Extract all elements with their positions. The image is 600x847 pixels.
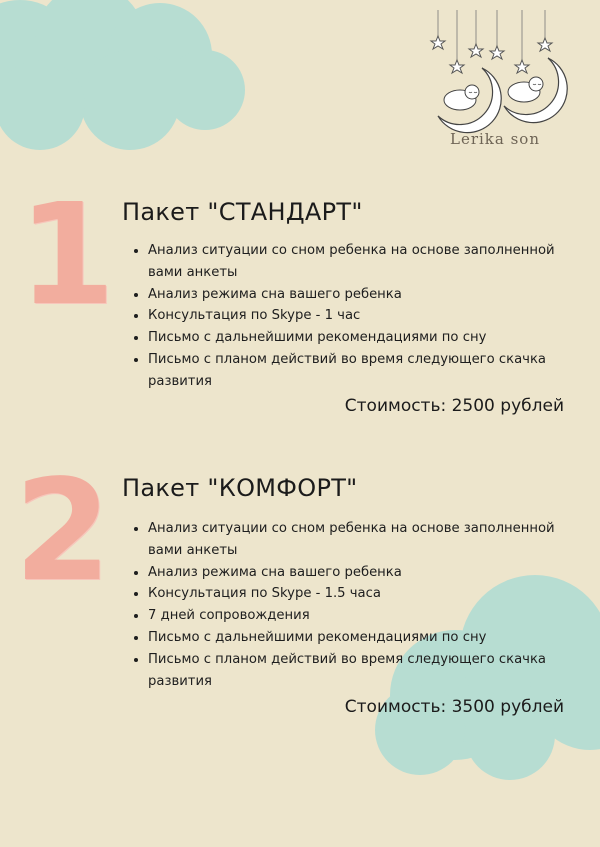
list-item: • Письмо с дальнейшими рекомендациями по сну bbox=[148, 327, 588, 349]
logo-text: Lerika son bbox=[450, 130, 540, 148]
list-item: • Консультация по Skype - 1 час bbox=[148, 305, 588, 327]
list-item: • Письмо с дальнейшими рекомендациями по сну bbox=[148, 627, 588, 649]
package-number-2: 2 bbox=[14, 450, 112, 613]
cloud-top-left bbox=[0, 0, 250, 160]
moon-icon-right bbox=[504, 58, 567, 123]
list-item: • Анализ ситуации со сном ребенка на основе заполненной вами анкеты bbox=[148, 240, 588, 284]
package-2-price: Стоимость: 3500 рублей bbox=[344, 697, 564, 717]
list-item: • Письмо с планом действий во время следующего скачка развития bbox=[148, 649, 588, 693]
list-item: • Анализ режима сна вашего ребенка bbox=[148, 284, 588, 306]
list-item: • Письмо с планом действий во время следующего скачка развития bbox=[148, 349, 588, 393]
star-icons bbox=[431, 36, 552, 73]
package-1-price: Стоимость: 2500 рублей bbox=[344, 396, 564, 416]
list-item: • Анализ ситуации со сном ребенка на основе заполненной вами анкеты bbox=[148, 518, 588, 562]
package-2-features bbox=[130, 518, 588, 692]
package-title-comfort: Пакет "КОМФОРТ" bbox=[122, 474, 358, 502]
package-1-features bbox=[130, 240, 588, 393]
list-item: • 7 дней сопровождения bbox=[148, 605, 588, 627]
list-item: • Консультация по Skype - 1.5 часа bbox=[148, 583, 588, 605]
package-number-1: 1 bbox=[18, 174, 116, 337]
package-title-standard: Пакет "СТАНДАРТ" bbox=[122, 198, 363, 226]
moon-icon-left bbox=[438, 68, 501, 133]
list-item: • Анализ режима сна вашего ребенка bbox=[148, 562, 588, 584]
